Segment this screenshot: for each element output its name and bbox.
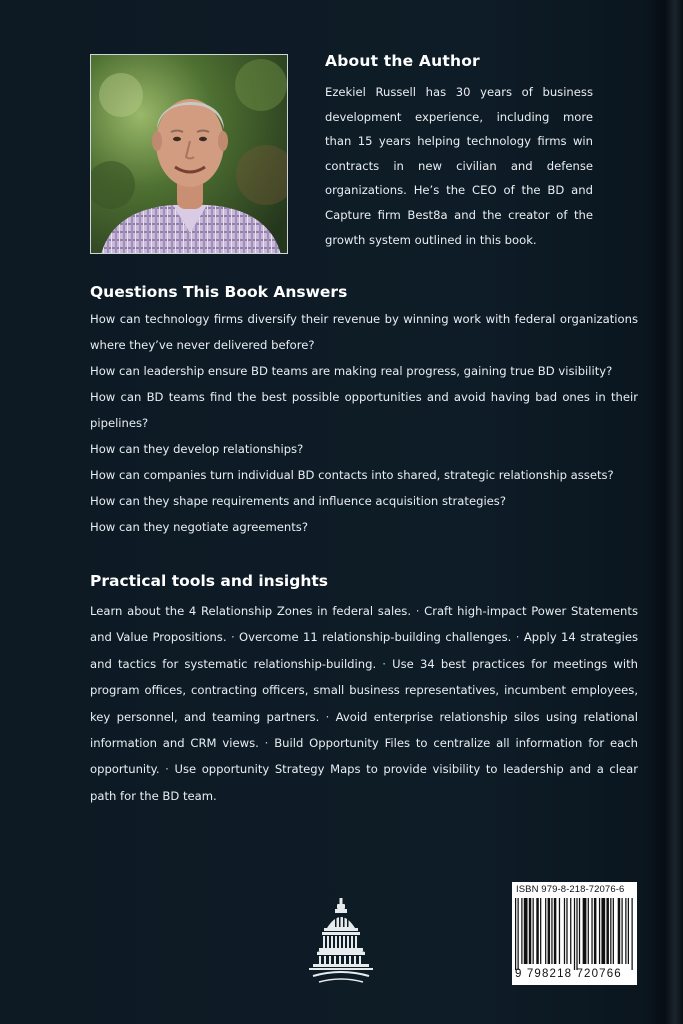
barcode-bar	[576, 898, 577, 970]
barcode-bar	[599, 898, 600, 964]
barcode-bar	[518, 898, 519, 970]
barcode-bar	[551, 898, 552, 964]
tool-item: Use opportunity Strategy Maps to provide visibility to leadership and a clear path for the BD team.	[90, 762, 639, 803]
barcode-bar	[545, 898, 546, 964]
tool-separator: ·	[165, 762, 169, 777]
barcode-bar	[588, 898, 589, 964]
barcode-bars	[515, 898, 634, 970]
about-author-bio: Ezekiel Russell has 30 years of business development experience, including more than 15 years helping technology firms win contracts in new civilian and defense organizations. He’s the CEO of the BD and Capture firm Best8a and the creator of the growth system outlined in this book.	[325, 85, 593, 247]
tool-separator: ·	[515, 630, 520, 645]
tool-item: Overcome 11 relationship-building challenges.	[239, 630, 512, 645]
barcode-bar	[554, 898, 557, 964]
tool-item: Craft high-impact Power Statements and Value Propositions.	[90, 604, 638, 645]
barcode-bar	[621, 898, 622, 964]
question-item: How can BD teams find the best possible opportunities and avoid having bad ones in their pipelines?	[90, 390, 638, 430]
tools-heading: Practical tools and insights	[90, 572, 329, 590]
question-item: How can they shape requirements and influence acquisition strategies?	[90, 494, 506, 508]
barcode-bar	[606, 898, 609, 964]
questions-heading: Questions This Book Answers	[90, 283, 348, 301]
barcode-bar	[564, 898, 565, 964]
question-item: How can leadership ensure BD teams are making real progress, gaining true BD visibility?	[90, 364, 613, 378]
barcode-bar	[548, 898, 551, 964]
barcode-bar	[515, 898, 516, 970]
barcode-bar	[529, 898, 532, 964]
about-author-heading: About the Author	[325, 52, 480, 70]
barcode-bar	[521, 898, 522, 964]
tool-item: Avoid enterprise relationship silos using relational information and CRM views.	[90, 709, 639, 751]
question-item: How can technology firms diversify their revenue by winning work with federal organizations where they’ve never delivered before?	[90, 312, 638, 352]
barcode-bar	[524, 898, 528, 964]
barcode-bar	[625, 898, 626, 964]
barcode-bar	[618, 898, 621, 964]
tools-paragraph	[90, 598, 638, 809]
tool-separator: ·	[264, 736, 269, 751]
question-item: How can they develop relationships?	[90, 442, 304, 456]
tool-separator: ·	[325, 709, 330, 724]
tool-item: Apply 14 strategies and tactics for systematic relationship-building.	[90, 630, 639, 671]
barcode-bar	[628, 898, 629, 964]
barcode-digits: 9 798218 720766	[515, 968, 622, 980]
barcode-bar	[540, 898, 541, 964]
spine-shadow	[643, 0, 683, 1024]
barcode-bar	[583, 898, 587, 964]
tool-separator: ·	[382, 656, 386, 671]
tool-separator: ·	[230, 630, 235, 645]
barcode-bar	[533, 898, 534, 964]
barcode-bar	[601, 898, 605, 964]
isbn-label: ISBN 979-8-218-72076-6	[516, 884, 625, 895]
author-photo	[90, 54, 288, 254]
barcode-bar	[570, 898, 571, 964]
barcode-bar	[613, 898, 614, 964]
barcode-bar	[566, 898, 567, 964]
question-item: How can they negotiate agreements?	[90, 520, 308, 534]
isbn-barcode	[512, 882, 637, 985]
barcode-bar	[591, 898, 592, 964]
barcode-bar	[574, 898, 575, 970]
barcode-bar	[631, 898, 632, 970]
barcode-bar	[559, 898, 560, 964]
barcode-bar	[579, 898, 580, 964]
capitol-dome-icon	[305, 898, 377, 988]
author-portrait-illustration	[91, 55, 288, 254]
barcode-bar	[610, 898, 611, 964]
tool-item: Learn about the 4 Relationship Zones in federal sales.	[90, 604, 412, 618]
tool-item: Build Opportunity Files to centralize all information for each opportunity.	[90, 736, 638, 777]
barcode-bar	[536, 898, 539, 964]
barcode-bar	[594, 898, 597, 964]
questions-list	[90, 306, 638, 540]
tool-item: Use 34 best practices for meetings with program offices, contracting officers, small business representatives, incumbent employees, key personnel, and teaming partners.	[90, 656, 639, 724]
question-item: How can companies turn individual BD contacts into shared, strategic relationship assets?	[90, 468, 614, 482]
tool-separator: ·	[415, 604, 420, 618]
